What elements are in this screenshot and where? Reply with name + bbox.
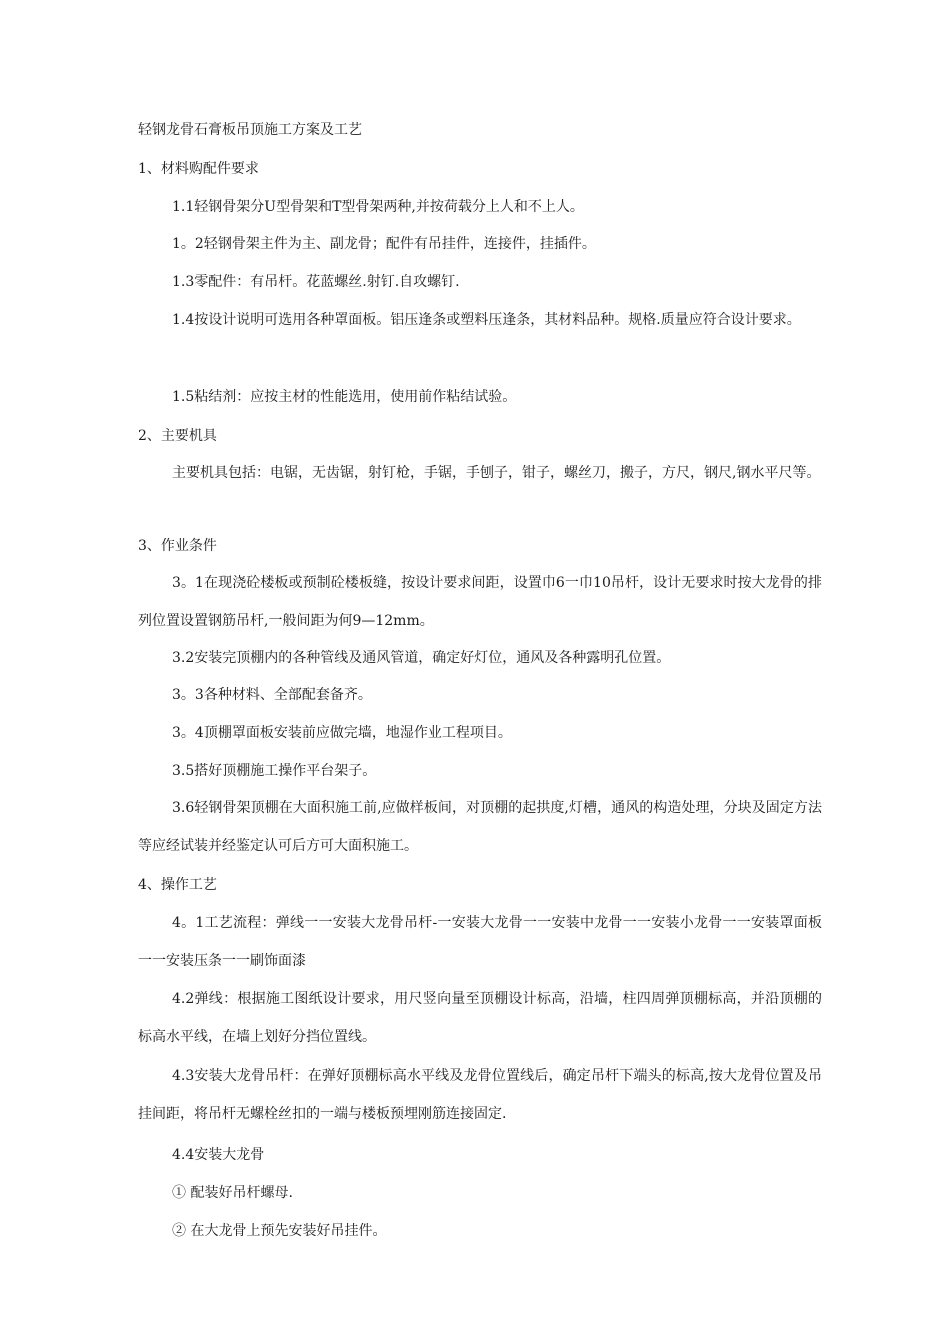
section-3-heading: 3、作业条件 bbox=[138, 538, 217, 554]
paragraph-3-1: 3。1在现浇砼楼板或预制砼楼板缝，按设计要求间距，设置巾6一巾10吊杆，设计无要求时按大龙骨的排列位置设置钢筋吊杆,一般间距为何9—12mm。 bbox=[138, 575, 822, 629]
paragraph-3-6: 3.6轻钢骨架顶棚在大面积施工前,应做样板间，对顶棚的起拱度,灯槽，通风的构造处理，分块及固定方法等应经试装并经鉴定认可后方可大面积施工。 bbox=[138, 800, 822, 854]
paragraph-3-2: 3.2安装完顶棚内的各种管线及通风管道，确定好灯位，通风及各种露明孔位置。 bbox=[172, 650, 671, 666]
paragraph-2-1: 主要机具包括：电锯，无齿锯，射钉枪，手锯，手刨子，钳子，螺丝刀，搬子，方尺，钢尺,钢水平尺等。 bbox=[172, 465, 821, 481]
paragraph-1-2: 1。2轻钢骨架主件为主、副龙骨；配件有吊挂件，连接件，挂插件。 bbox=[172, 236, 596, 252]
paragraph-1-5: 1.5粘结剂：应按主材的性能选用，使用前作粘结试验。 bbox=[172, 389, 517, 405]
paragraph-3-4: 3。4顶棚罩面板安装前应做完墙，地湿作业工程项目。 bbox=[172, 725, 512, 741]
paragraph-4-4: 4.4安装大龙骨 bbox=[172, 1147, 265, 1163]
section-1-heading: 1、材料购配件要求 bbox=[138, 161, 259, 177]
paragraph-3-3: 3。3各种材料、全部配套备齐。 bbox=[172, 687, 372, 703]
document-title: 轻钢龙骨石膏板吊顶施工方案及工艺 bbox=[138, 122, 362, 138]
list-item-1: ① 配装好吊杆螺母. bbox=[172, 1185, 293, 1201]
list-item-2: ② 在大龙骨上预先安装好吊挂件。 bbox=[172, 1223, 387, 1239]
paragraph-1-3: 1.3零配件：有吊杆。花蓝螺丝.射钉.自攻螺钉. bbox=[172, 274, 460, 290]
section-2-heading: 2、主要机具 bbox=[138, 428, 217, 444]
paragraph-1-4: 1.4按设计说明可选用各种罩面板。铝压逢条或塑料压逢条，其材料品种。规格.质量应符合设计要求。 bbox=[172, 312, 801, 328]
paragraph-4-2: 4.2弹线：根据施工图纸设计要求，用尺竖向量至顶棚设计标高，沿墙，柱四周弹顶棚标高，并沿顶棚的标高水平线，在墙上划好分挡位置线。 bbox=[138, 991, 822, 1045]
paragraph-4-3: 4.3安装大龙骨吊杆：在弹好顶棚标高水平线及龙骨位置线后，确定吊杆下端头的标高,按大龙骨位置及吊挂间距，将吊杆无螺栓丝扣的一端与楼板预埋刚筋连接固定. bbox=[138, 1068, 822, 1122]
section-4-heading: 4、操作工艺 bbox=[138, 877, 217, 893]
paragraph-1-1: 1.1轻钢骨架分U型骨架和T型骨架两种,并按荷载分上人和不上人。 bbox=[172, 199, 584, 215]
paragraph-3-5: 3.5搭好顶棚施工操作平台架子。 bbox=[172, 763, 377, 779]
paragraph-4-1: 4。1工艺流程：弹线一一安装大龙骨吊杆-一安装大龙骨一一安装中龙骨一一安装小龙骨一一安装罩面板一一安装压条一一刷饰面漆 bbox=[138, 915, 822, 969]
